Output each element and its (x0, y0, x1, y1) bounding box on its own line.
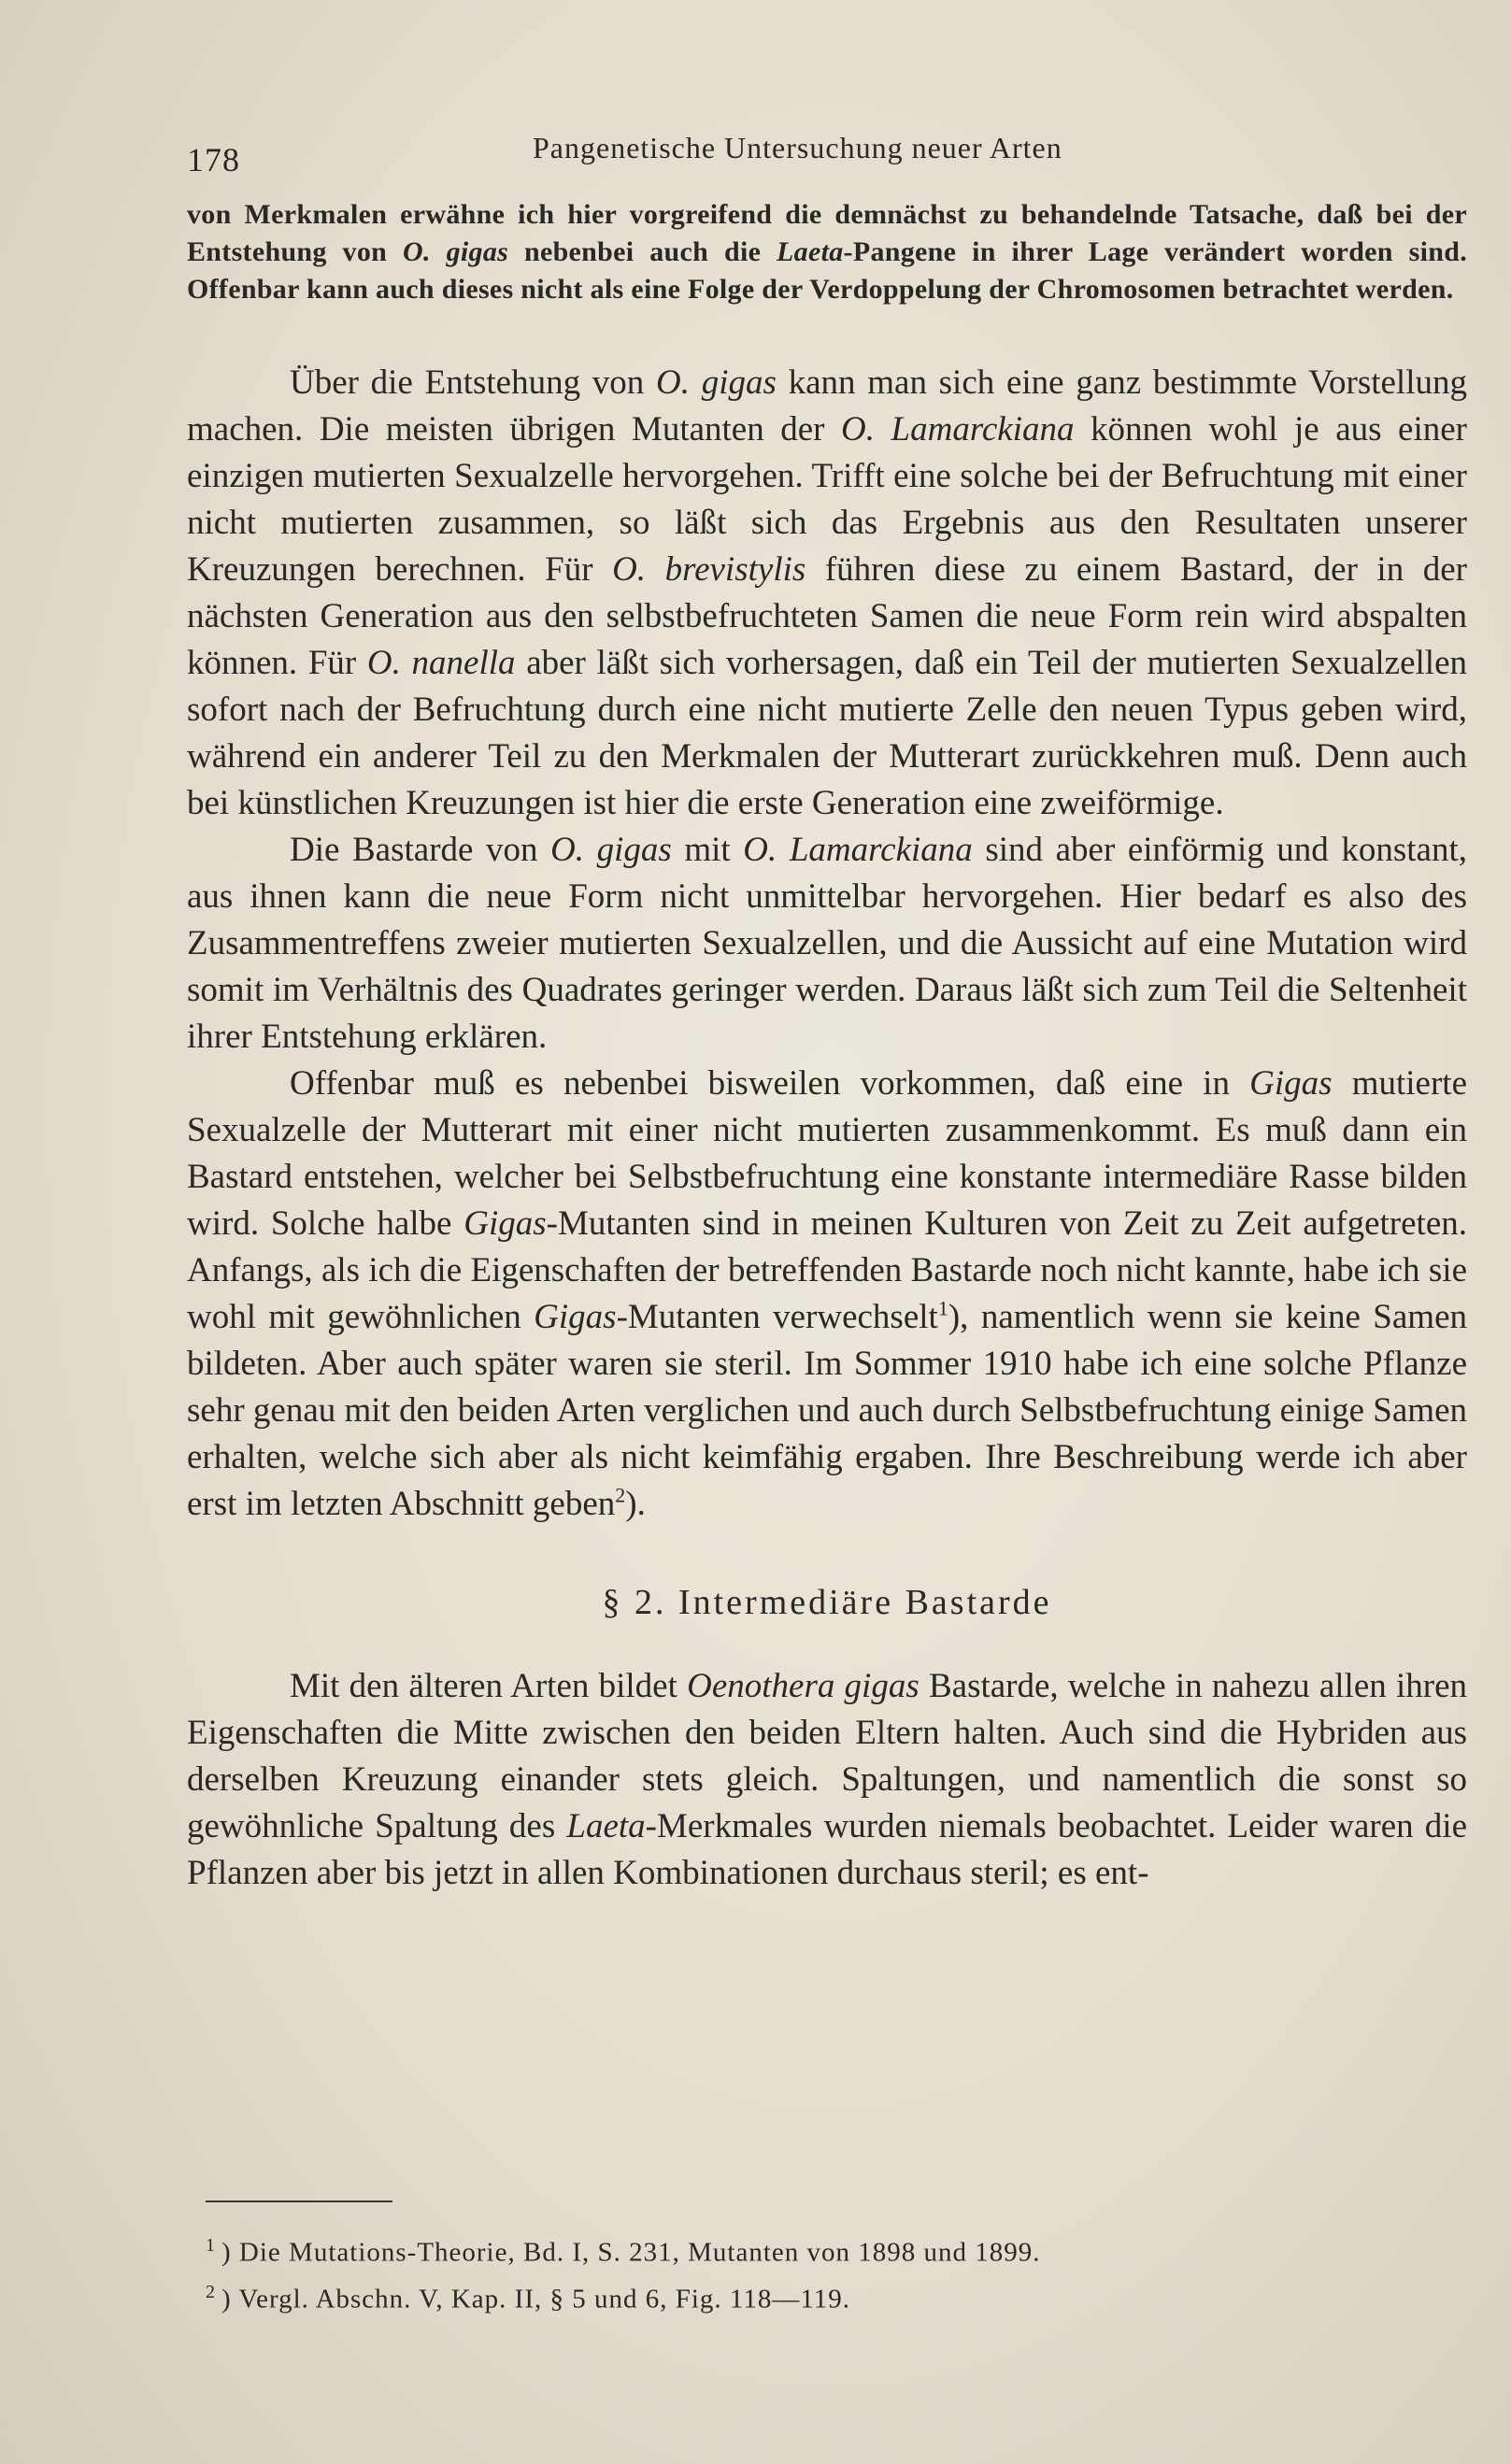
running-head (187, 131, 1476, 178)
paragraph-gigas-origin: Über die Entstehung von O. gigas kann man sich eine ganz bestimmte Vorstellung machen. Die meisten übrigen Mutanten der O. Lamarckiana können wohl je aus einer einzigen mutierten Sexualzelle hervorgehen. Trifft eine solche bei der Befruchtung mit einer nicht mutierten zusammen, so läßt sich das Ergebnis aus den Resultaten unserer Kreuzungen berechnen. Für O. brevistylis führen diese zu einem Bastard, der in der nächsten Generation aus den selbstbefruchteten Samen die neue Form rein wird abspalten können. Für O. nanella aber läßt sich vorhersagen, daß ein Teil der mutierten Sexualzellen sofort nach der Befruchtung durch eine nicht mutierte Zelle den neuen Typus geben wird, während ein anderer Teil zu den Merkmalen der Mutterart zurückkehren muß. Denn auch bei künstlichen Kreuzungen ist hier die erste Generation eine zweiförmige. (187, 363, 1467, 822)
running-title: Pangenetische Untersuchung neuer Arten (533, 131, 1062, 164)
page-number: 178 (187, 141, 240, 178)
footnote-ref-1: 1 (937, 1296, 948, 1320)
footnote-1: $^1$ ) Die Mutations-Theorie, Bd. I, S. 231, Mutanten von 1898 und 1899. (206, 2235, 1041, 2268)
paragraph-intermediate-hybrids: Mit den älteren Arten bildet Oenothera gigas Bastarde, welche in nahezu allen ihren Eigenschaften die Mitte zwischen den beiden Eltern halten. Auch sind die Hybriden aus derselben Kreuzung einander stets gleich. Spaltungen, und namentlich die sonst so gewöhnliche Spaltung des Laeta-Merkmales wurden niemals beobachtet. Leider waren die Pflanzen aber bis jetzt in allen Kombinationen durchaus steril; es ent- (187, 1667, 1467, 1892)
body-text (187, 360, 1467, 1897)
footnote-ref-2: 2 (615, 1483, 626, 1507)
footnotes (206, 2226, 1467, 2318)
paragraph-bastarde: Die Bastarde von O. gigas mit O. Lamarckiana sind aber einförmig und konstant, aus ihnen kann die neue Form nicht unmittelbar hervorgehen. Hier bedarf es also des Zusammentreffens zweier mutierten Sexualzellen, und die Aussicht auf eine Mutation wird somit im Verhältnis des Quadrates geringer werden. Daraus läßt sich zum Teil die Seltenheit ihrer Entstehung erklären. (187, 831, 1467, 1056)
section-heading: § 2. Intermediäre Bastarde (602, 1583, 1052, 1622)
footnote-2: $^2$ ) Vergl. Abschn. V, Kap. II, § 5 und 6, Fig. 118—119. (206, 2281, 851, 2314)
footnote-divider (206, 2201, 392, 2202)
paragraph-halbe-gigas: Offenbar muß es nebenbei bisweilen vorkommen, daß eine in Gigas mutierte Sexualzelle der Mutterart mit einer nicht mutierten zusammenkommt. Es muß dann ein Bastard entstehen, welcher bei Selbstbefruchtung eine konstante intermediäre Rasse bilden wird. Solche halbe Gigas-Mutanten sind in meinen Kulturen von Zeit zu Zeit aufgetreten. Anfangs, als ich die Eigenschaften der betreffenden Bastarde noch nicht kannte, habe ich sie wohl mit gewöhnlichen Gigas-Mutanten verwechselt$^1$), namentlich wenn sie keine Samen bildeten. Aber auch später waren sie steril. Im Sommer 1910 habe ich eine solche Pflanze sehr genau mit den beiden Arten verglichen und auch durch Selbstbefruchtung einige Samen erhalten, welche sich aber als nicht keimfähig ergaben. Ihre Beschreibung werde ich aber erst im letzten Abschnitt geben$^2$). (187, 1064, 1467, 1523)
intro-paragraph: von Merkmalen erwähne ich hier vorgreifend die demnächst zu behandelnde Tatsache, daß bei der Entstehung von O. gigas nebenbei auch die Laeta-Pangene in ihrer Lage verändert worden sind. Offenbar kann auch dieses nicht als eine Folge der Verdoppelung der Chromosomen betrachtet werden. (187, 199, 1467, 305)
